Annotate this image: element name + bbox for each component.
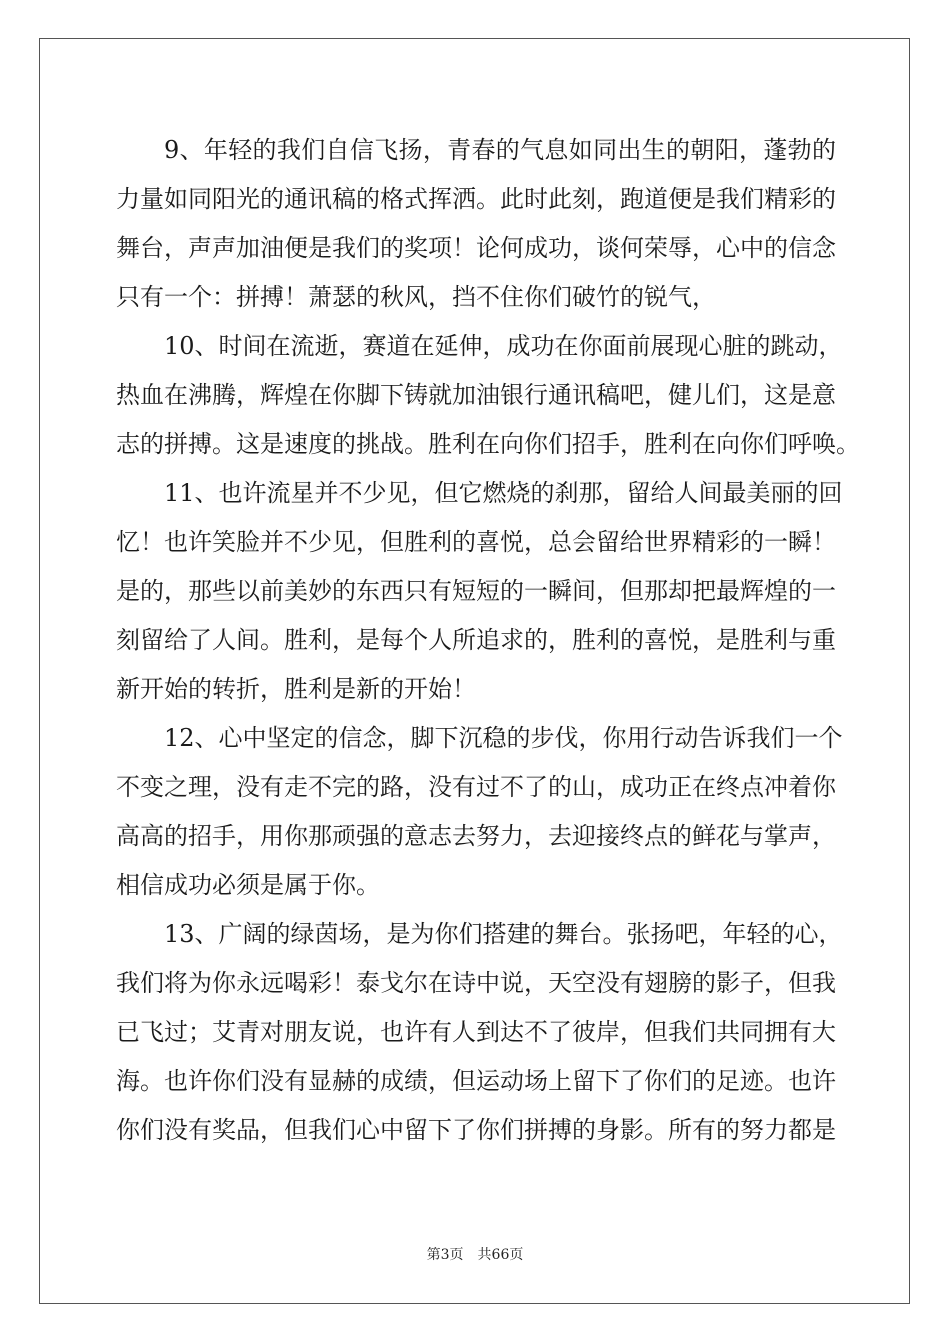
text-line: 力量如同阳光的通讯稿的格式挥洒。此时此刻，跑道便是我们精彩的 bbox=[116, 185, 836, 213]
text-line: 海。也许你们没有显赫的成绩，但运动场上留下了你们的足迹。也许 bbox=[116, 1067, 836, 1095]
text-line: 舞台，声声加油便是我们的奖项！论何成功，谈何荣辱，心中的信念 bbox=[116, 234, 836, 262]
page-footer bbox=[0, 1244, 950, 1264]
text-line: 热血在沸腾，辉煌在你脚下铸就加油银行通讯稿吧，健儿们，这是意 bbox=[116, 381, 836, 409]
text-line: 只有一个：拼搏！萧瑟的秋风，挡不住你们破竹的锐气， bbox=[116, 283, 716, 311]
text-line: 10、时间在流逝，赛道在延伸，成功在你面前展现心脏的跳动， bbox=[164, 332, 843, 360]
text-line: 12、心中坚定的信念，脚下沉稳的步伐，你用行动告诉我们一个 bbox=[164, 724, 843, 752]
text-line: 9、年轻的我们自信飞扬，青春的气息如同出生的朝阳，蓬勃的 bbox=[164, 136, 836, 164]
text-line: 你们没有奖品，但我们心中留下了你们拼搏的身影。所有的努力都是 bbox=[116, 1116, 836, 1144]
text-line: 相信成功必须是属于你。 bbox=[116, 871, 380, 899]
text-line: 刻留给了人间。胜利，是每个人所追求的，胜利的喜悦，是胜利与重 bbox=[116, 626, 836, 654]
text-line: 13、广阔的绿茵场，是为你们搭建的舞台。张扬吧，年轻的心， bbox=[164, 920, 843, 948]
text-line: 高高的招手，用你那顽强的意志去努力，去迎接终点的鲜花与掌声， bbox=[116, 822, 836, 850]
text-line: 忆！也许笑脸并不少见，但胜利的喜悦，总会留给世界精彩的一瞬！ bbox=[116, 528, 836, 556]
text-line: 不变之理，没有走不完的路，没有过不了的山，成功正在终点冲着你 bbox=[116, 773, 836, 801]
text-line: 我们将为你永远喝彩！泰戈尔在诗中说，天空没有翅膀的影子，但我 bbox=[116, 969, 836, 997]
page-number: 第3页 bbox=[426, 1247, 464, 1263]
total-pages: 共66页 bbox=[477, 1247, 524, 1263]
text-line: 志的拼搏。这是速度的挑战。胜利在向你们招手，胜利在向你们呼唤。 bbox=[116, 430, 860, 458]
paragraph-10 bbox=[116, 322, 860, 469]
text-line: 是的，那些以前美妙的东西只有短短的一瞬间，但那却把最辉煌的一 bbox=[116, 577, 836, 605]
document-body bbox=[116, 126, 860, 1155]
text-line: 11、也许流星并不少见，但它燃烧的刹那，留给人间最美丽的回 bbox=[164, 479, 843, 507]
text-line: 新开始的转折，胜利是新的开始！ bbox=[116, 675, 476, 703]
paragraph-11 bbox=[116, 469, 843, 714]
paragraph-9 bbox=[116, 126, 836, 322]
paragraph-13 bbox=[116, 910, 843, 1155]
paragraph-12 bbox=[116, 714, 843, 910]
text-line: 已飞过；艾青对朋友说，也许有人到达不了彼岸，但我们共同拥有大 bbox=[116, 1018, 836, 1046]
